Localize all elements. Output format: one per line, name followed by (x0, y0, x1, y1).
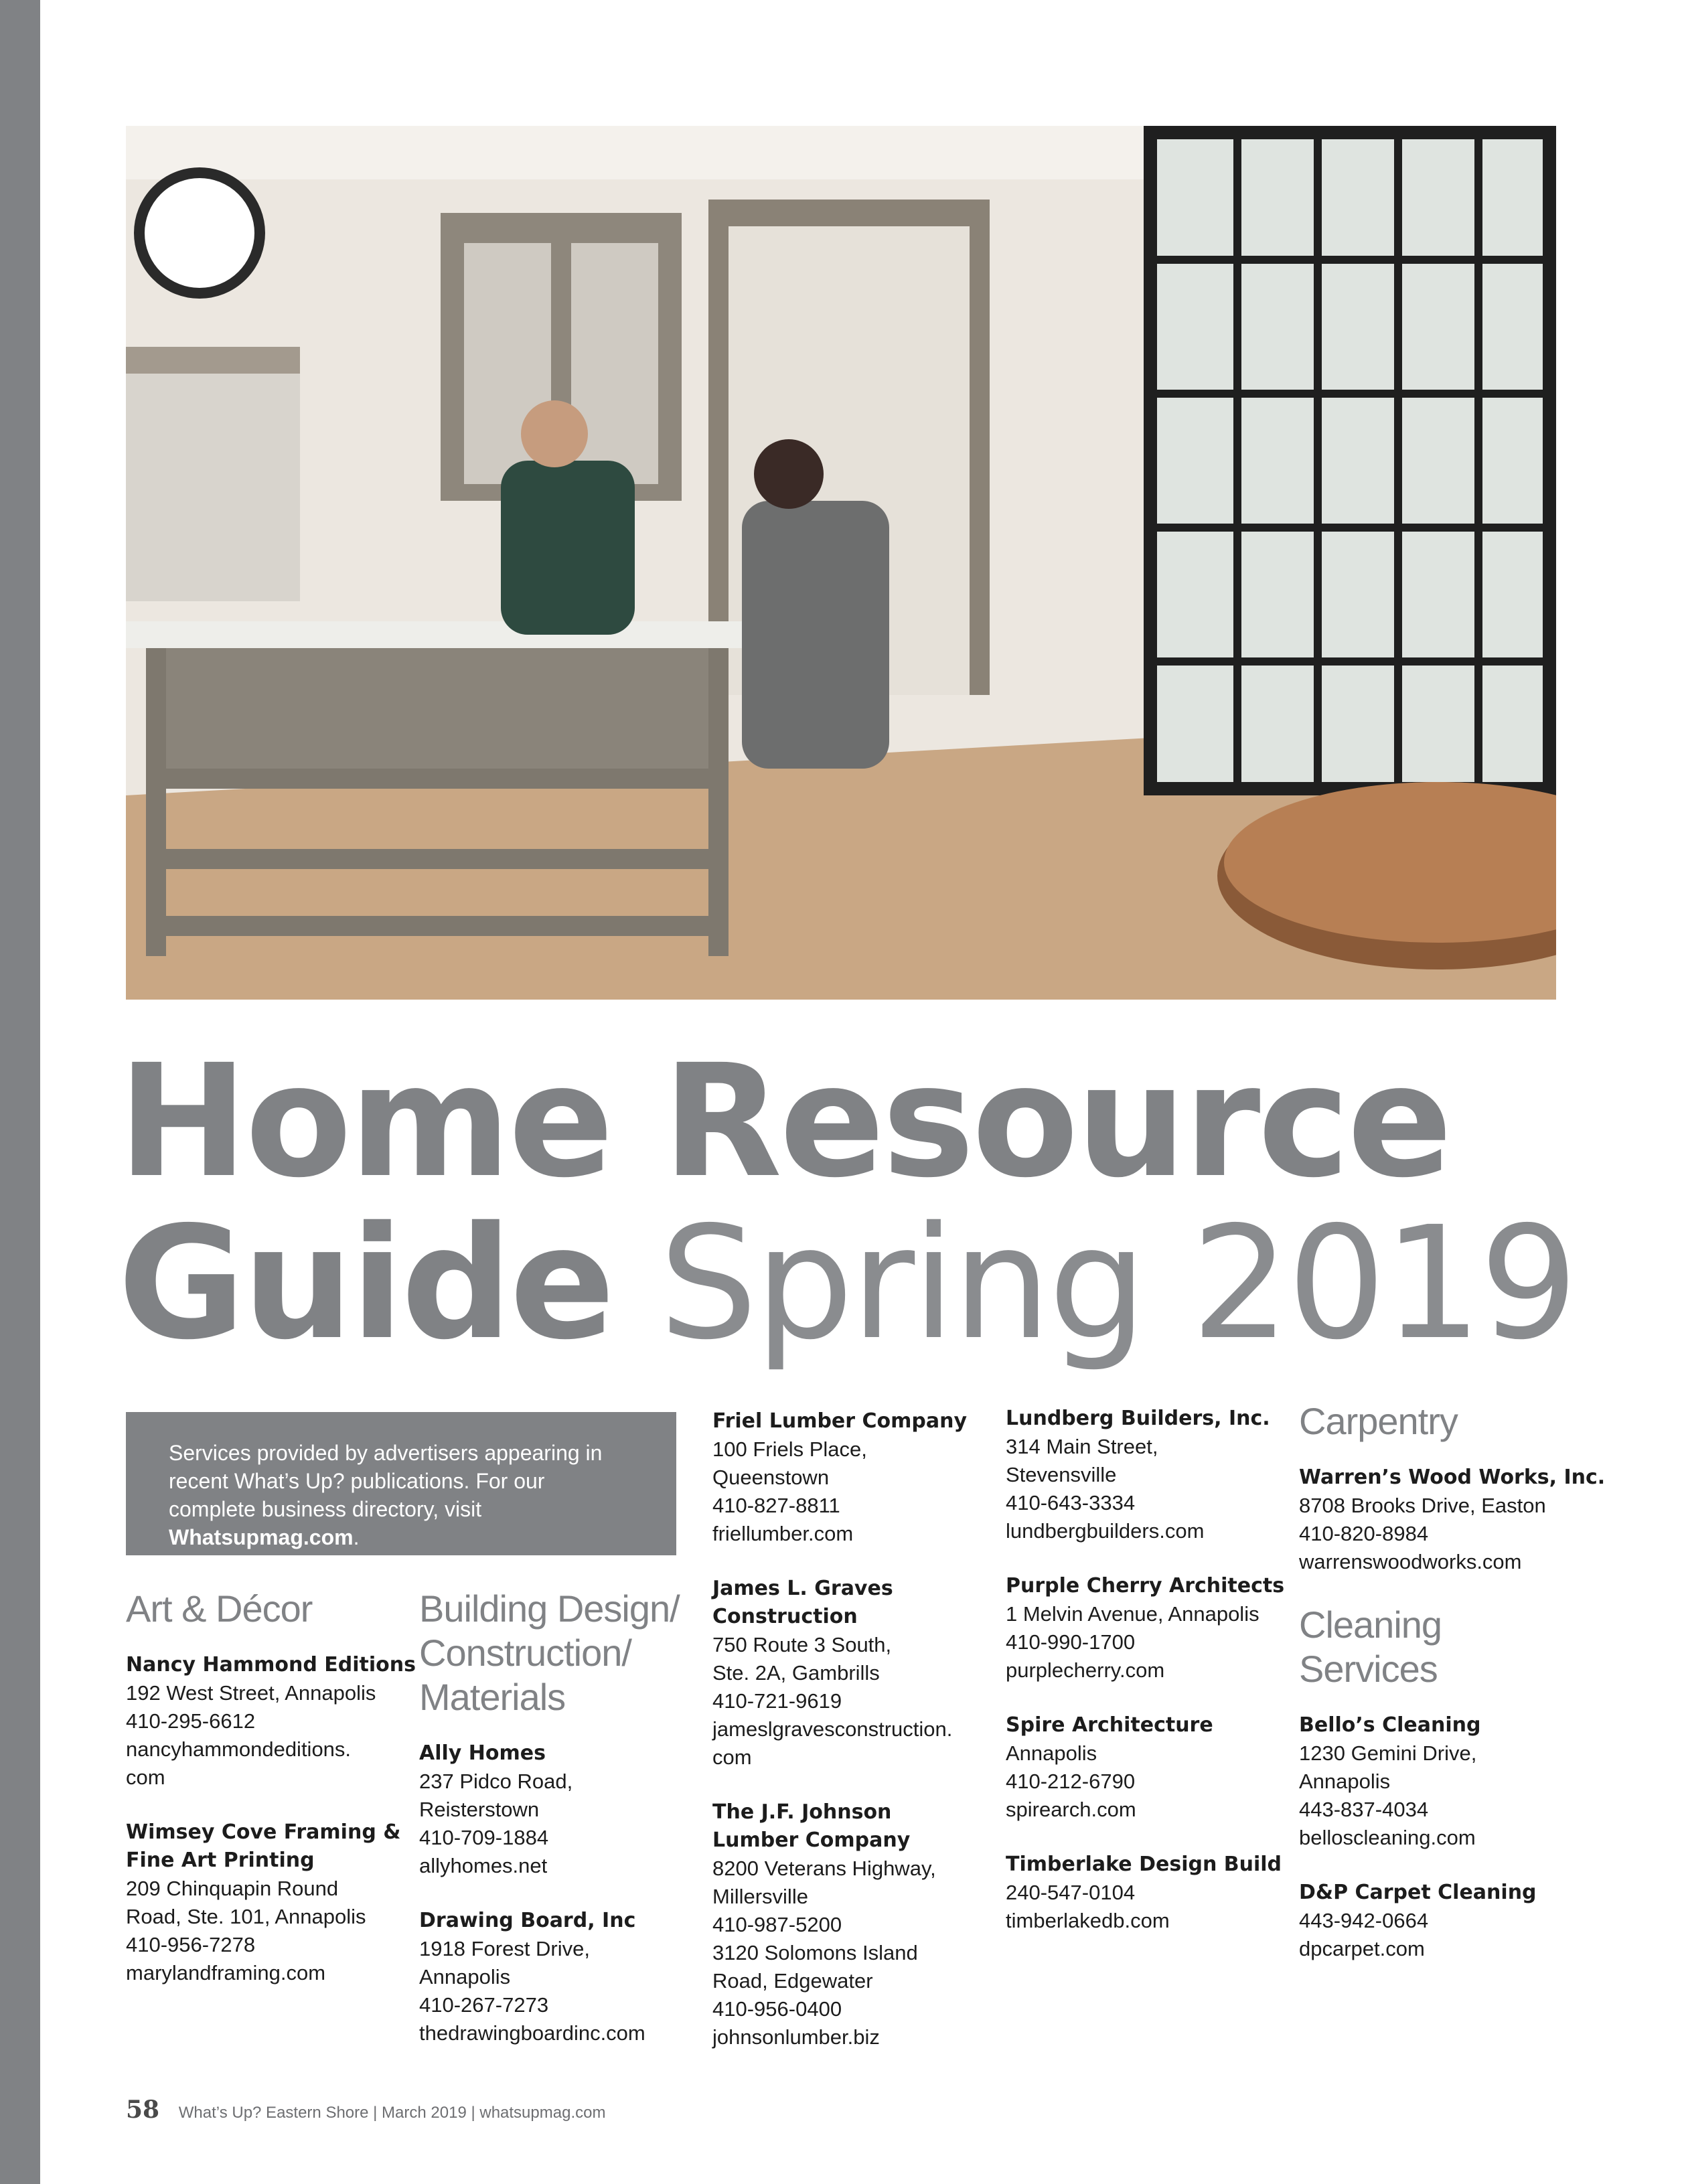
listing-phone: 410-987-5200 (712, 1913, 842, 1936)
listing-name: James L. Graves (712, 1577, 893, 1600)
listing-name: D&P Carpet Cleaning (1299, 1881, 1537, 1904)
listing-name: The J.F. Johnson (712, 1800, 892, 1824)
intro-end: . (353, 1525, 360, 1549)
footer-text: What’s Up? Eastern Shore | March 2019 | whatsupmag.com (178, 2104, 606, 2122)
listing-city: Reisterstown (419, 1798, 540, 1821)
listing-web: belloscleaning.com (1299, 1826, 1476, 1849)
listing-name-cont: Construction (712, 1605, 858, 1628)
heading-line: Construction/ (419, 1632, 631, 1674)
listing-jf-johnson (712, 1798, 987, 2051)
listing-address: 750 Route 3 South, (712, 1633, 892, 1656)
listing-address: 1 Melvin Avenue, Annapolis (1006, 1602, 1259, 1626)
listing-city: Annapolis (1299, 1770, 1391, 1793)
listing-dp-carpet (1299, 1879, 1574, 1963)
listing-city: Millersville (712, 1885, 808, 1908)
listing-wimsey-cove (126, 1818, 400, 1987)
listing-city: Annapolis (1006, 1741, 1097, 1765)
listing-web: timberlakedb.com (1006, 1909, 1170, 1932)
listing-name: Warren’s Wood Works, Inc. (1299, 1466, 1606, 1489)
column-building-cont-2 (1006, 1405, 1285, 1962)
listing-purple-cherry (1006, 1572, 1285, 1685)
listing-web: dpcarpet.com (1299, 1937, 1425, 1960)
title-season: Spring 2019 (659, 1193, 1576, 1374)
listing-name-cont: Lumber Company (712, 1828, 911, 1852)
listing-web: lundbergbuilders.com (1006, 1519, 1205, 1543)
listing-address-cont: Road, Ste. 101, Annapolis (126, 1905, 366, 1928)
listing-phone: 443-837-4034 (1299, 1798, 1429, 1821)
listing-name: Spire Architecture (1006, 1713, 1213, 1737)
listing-nancy-hammond (126, 1651, 416, 1792)
heading-line: Materials (419, 1676, 566, 1718)
listing-address: 8200 Veterans Highway, (712, 1857, 936, 1880)
page-footer (126, 2096, 605, 2124)
listing-friel-lumber (712, 1407, 987, 1548)
kitchen-photo (126, 126, 1556, 1000)
listing-name: Drawing Board, Inc (419, 1909, 636, 1932)
listing-phone: 410-212-6790 (1006, 1770, 1136, 1793)
listing-phone: 410-827-8811 (712, 1494, 840, 1517)
column-carpentry-cleaning (1299, 1399, 1606, 1990)
listing-city: Stevensville (1006, 1463, 1117, 1486)
listing-address: 314 Main Street, (1006, 1435, 1158, 1458)
column-building-cont (712, 1407, 987, 2078)
listing-web: jameslgravesconstruction. (712, 1717, 953, 1741)
listing-address: 209 Chinquapin Round (126, 1877, 339, 1900)
intro-text: Services provided by advertisers appearing in recent What’s Up? publications. For our complete business directory, visit (169, 1441, 603, 1521)
side-bar (0, 0, 40, 2184)
listing-address: 1230 Gemini Drive, (1299, 1741, 1477, 1765)
listing-web: warrenswoodworks.com (1299, 1550, 1522, 1573)
listing-city: Queenstown (712, 1466, 830, 1489)
listing-phone: 240-547-0104 (1006, 1881, 1136, 1904)
title-guide: Guide (118, 1193, 613, 1374)
listing-timberlake (1006, 1851, 1280, 1935)
listing-city: Annapolis (419, 1965, 511, 1988)
listing-web: purplecherry.com (1006, 1658, 1165, 1682)
listing-name-cont: Fine Art Printing (126, 1849, 315, 1872)
listing-web-cont: com (712, 1745, 752, 1769)
category-heading: Art & Décor (126, 1587, 313, 1630)
listing-phone: 410-295-6612 (126, 1709, 256, 1733)
category-heading (1299, 1603, 1574, 1691)
listing-name: Nancy Hammond Editions (126, 1653, 416, 1676)
listing-address-2: 3120 Solomons Island (712, 1941, 918, 1964)
listing-address: 8708 Brooks Drive, Easton (1299, 1494, 1546, 1517)
heading-line: Building Design/ (419, 1587, 680, 1630)
listing-web: nancyhammondeditions. (126, 1737, 352, 1761)
listing-phone: 410-643-3334 (1006, 1491, 1136, 1514)
listing-address: 1918 Forest Drive, (419, 1937, 590, 1960)
heading-line: Cleaning (1299, 1604, 1442, 1646)
listing-name: Timberlake Design Build (1006, 1853, 1282, 1876)
category-heading (419, 1587, 694, 1719)
heading-line: Services (1299, 1648, 1438, 1690)
intro-box (126, 1412, 676, 1555)
category-heading: Carpentry (1299, 1400, 1458, 1442)
listing-phone: 410-956-7278 (126, 1933, 256, 1956)
listing-web: marylandframing.com (126, 1961, 326, 1984)
column-building (419, 1587, 694, 2074)
listing-name: Lundberg Builders, Inc. (1006, 1407, 1270, 1430)
listing-web: friellumber.com (712, 1522, 854, 1545)
listing-spire (1006, 1711, 1280, 1824)
listing-name: Ally Homes (419, 1741, 546, 1765)
listing-phone: 410-267-7273 (419, 1993, 549, 2017)
listing-web: allyhomes.net (419, 1854, 548, 1877)
listing-ally-homes (419, 1739, 694, 1880)
listing-drawing-board (419, 1907, 694, 2047)
listing-web-cont: com (126, 1766, 165, 1789)
listing-phone-2: 410-956-0400 (712, 1997, 842, 2021)
listing-name: Wimsey Cove Framing & (126, 1820, 401, 1844)
listing-warrens-wood (1299, 1464, 1606, 1576)
page-number: 58 (126, 2096, 160, 2124)
listing-phone: 410-990-1700 (1006, 1630, 1136, 1654)
listing-phone: 410-820-8984 (1299, 1522, 1429, 1545)
listing-address: 192 West Street, Annapolis (126, 1681, 376, 1705)
intro-link[interactable]: Whatsupmag.com (169, 1525, 354, 1549)
listing-address: 237 Pidco Road, (419, 1770, 573, 1793)
listing-city-2: Road, Edgewater (712, 1969, 873, 1993)
listing-web: johnsonlumber.biz (712, 2025, 880, 2049)
column-art-decor (126, 1587, 416, 2014)
listing-address: 100 Friels Place, (712, 1437, 867, 1461)
listing-phone: 443-942-0664 (1299, 1909, 1429, 1932)
listing-address-cont: Ste. 2A, Gambrills (712, 1661, 880, 1685)
title-line-2 (118, 1193, 1576, 1374)
listing-james-graves (712, 1575, 987, 1772)
listing-bellos (1299, 1711, 1574, 1852)
listing-name: Purple Cherry Architects (1006, 1574, 1285, 1597)
listing-web: spirearch.com (1006, 1798, 1136, 1821)
listing-phone: 410-721-9619 (712, 1689, 842, 1713)
listing-lundberg (1006, 1405, 1280, 1545)
listing-name: Friel Lumber Company (712, 1409, 968, 1433)
listing-name: Bello’s Cleaning (1299, 1713, 1481, 1737)
listing-web: thedrawingboardinc.com (419, 2021, 645, 2045)
listing-phone: 410-709-1884 (419, 1826, 549, 1849)
title-line-1: Home Resource (118, 1031, 1450, 1212)
page-title (118, 1031, 1576, 1374)
